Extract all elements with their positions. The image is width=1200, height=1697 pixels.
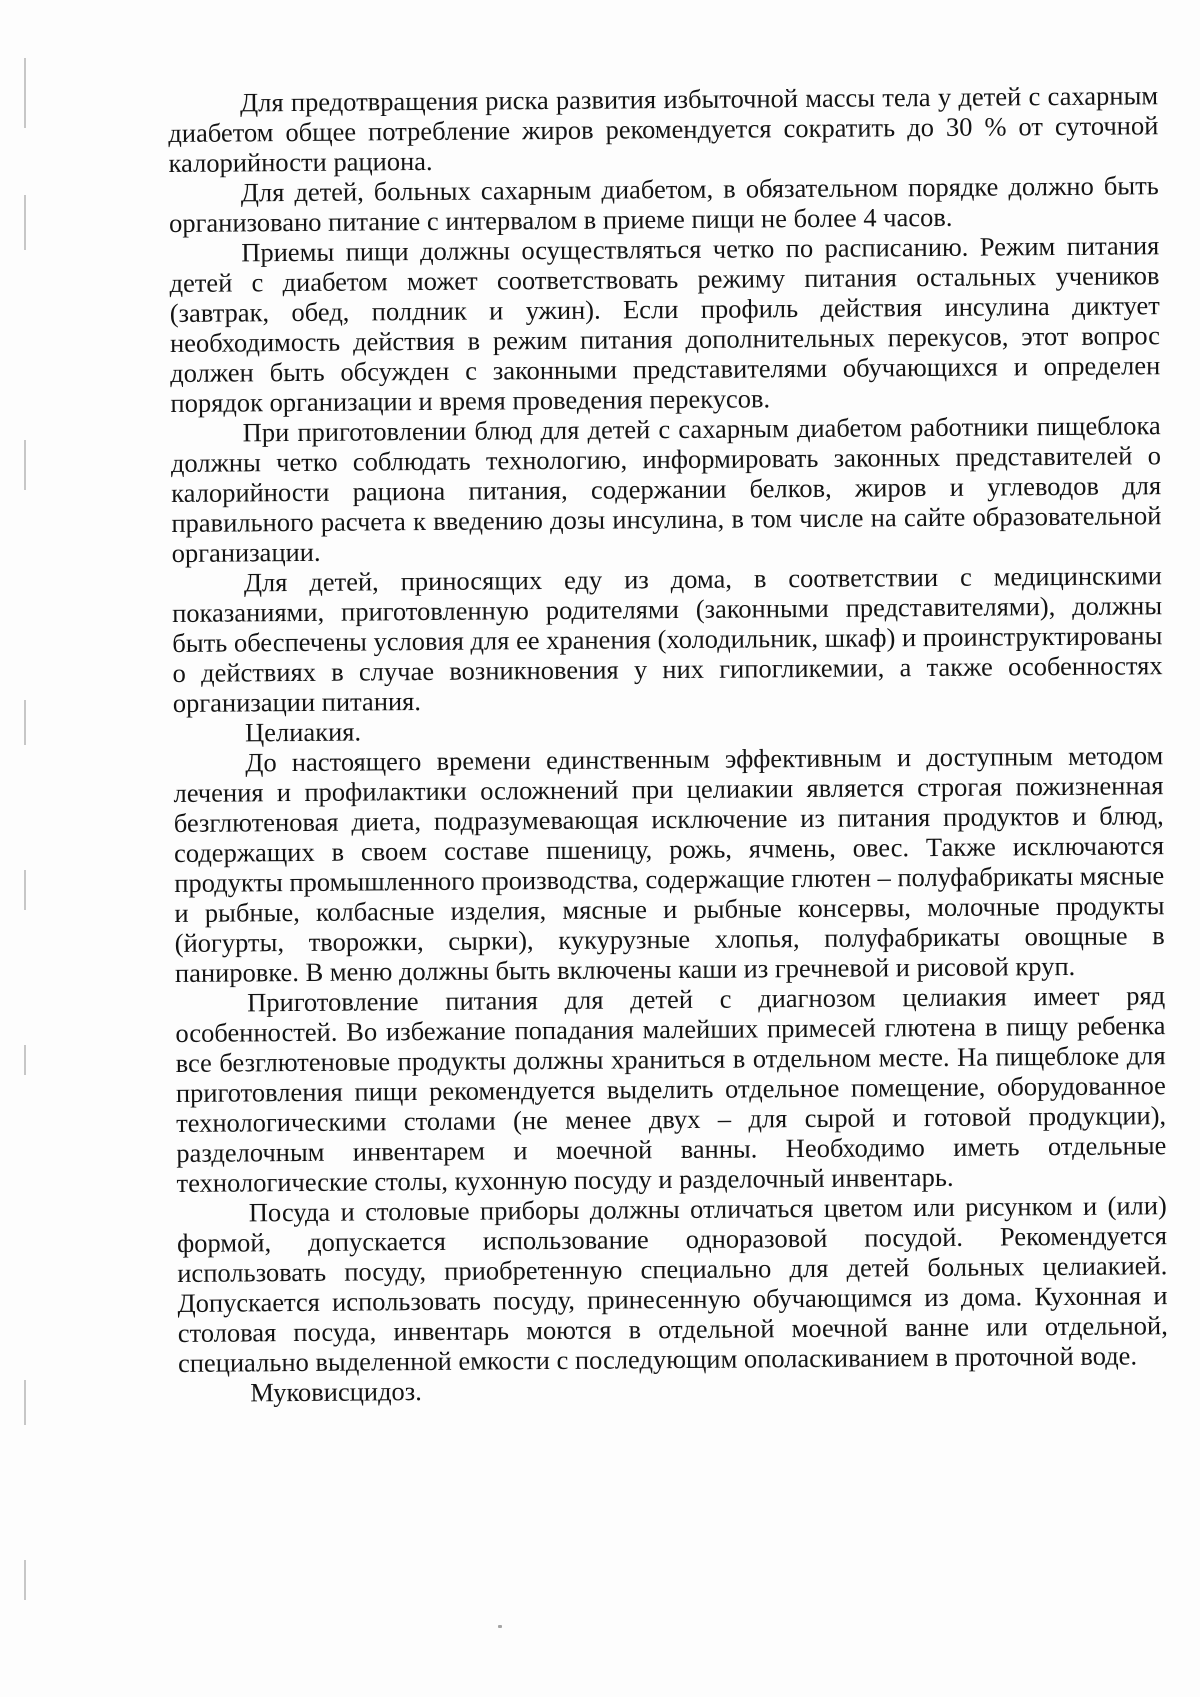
scan-margin-mark (24, 1045, 26, 1075)
section-heading-celiac: Целиакия. (244, 716, 362, 748)
scan-margin-mark (24, 58, 26, 128)
paragraph: Приемы пищи должны осуществляться четко по расписанию. Режим питания детей с диабетом может соответствовать режиму питания остальных учеников (завтрак, обед, полдник и ужин). Если профиль действия инсулина диктует необходимость действия в режим питания дополнительных перекусов, этот вопрос должен быть обсужден с законными представителями обучающихся и определен порядок организации и время проведения перекусов. (169, 230, 1161, 418)
scan-margin-mark (24, 440, 26, 490)
scan-margin-mark (24, 195, 26, 250)
scan-speck (498, 1625, 502, 1628)
paragraph: Для предотвращения риска развития избыточной массы тела у детей с сахарным диабетом общее потребление жиров рекомендуется сократить до 30 % от суточной калорийности рациона. (168, 80, 1159, 178)
paragraph: При приготовлении блюд для детей с сахарным диабетом работники пищеблока должны четко соблюдать технологию, информировать законных представителей о калорийности рациона питания, содержании белков, жиров и углеводов для правильного расчета к введению дозы инсулина, в том числе на сайте образовательной организации. (170, 410, 1162, 568)
paragraph: До настоящего времени единственным эффективным и доступным методом лечения и профилактики осложнений при целиакии является строгая пожизненная безглютеновая диета, подразумевающая исключение из питания продуктов и блюд, содержащих в своем составе пшеницу, рожь, ячмень, овес. Также исключаются продукты промышленного производства, содержащие глютен – полуфабрикаты мясные и рыбные, колбасные изделия, мясные и рыбные консервы, молочные продукты (йогурты, творожки, сырки), кукурузные хлопья, полуфабрикаты овощные в панировке. В меню должны быть включены каши из гречневой и рисовой круп. (173, 740, 1165, 988)
paragraph: Для детей, больных сахарным диабетом, в обязательном порядке должно быть организовано питание с интервалом в приеме пищи не более 4 часов. (168, 170, 1159, 238)
scan-margin-mark (24, 870, 26, 910)
paragraph: Для детей, приносящих еду из дома, в соответствии с медицинскими показаниями, приготовленную родителями (законными представителями), должны быть обеспечены условия для ее хранения (холодильник, шкаф) и проинструктированы о действиях в случае возникновения у них гипогликемии, а также особенностях организации питания. (172, 560, 1163, 718)
paragraph: Посуда и столовые приборы должны отличаться цветом или рисунком и (или) формой, допускается использование одноразовой посудой. Рекомендуется использовать посуду, приобретенную специально для детей больных целиакией. Допускается использовать посуду, принесенную обучающимся из дома. Кухонная и столовая посуда, инвентарь моются в отдельной моечной ванне или отдельной, специально выделенной емкости с последующим ополаскиванием в проточной воде. (176, 1190, 1168, 1378)
scan-margin-mark (24, 700, 26, 745)
scan-margin-mark (24, 1560, 26, 1600)
paragraph: Приготовление питания для детей с диагнозом целиакия имеет ряд особенностей. Во избежание попадания малейших примесей глютена в пищу ребенка все безглютеновые продукты должны храниться в отдельном месте. На пищеблоке для приготовления пищи рекомендуется выделить отдельное помещение, оборудованное технологическими столами (не менее двух – для сырой и готовой продукции), разделочным инвентарем и моечной ванны. Необходимо иметь отдельные технологические столы, кухонную посуду и разделочный инвентарь. (175, 980, 1167, 1198)
section-heading-cystic-fibrosis: Муковисцидоз. (250, 1376, 422, 1408)
document-body (168, 80, 1168, 1408)
scan-margin-mark (24, 1380, 26, 1425)
